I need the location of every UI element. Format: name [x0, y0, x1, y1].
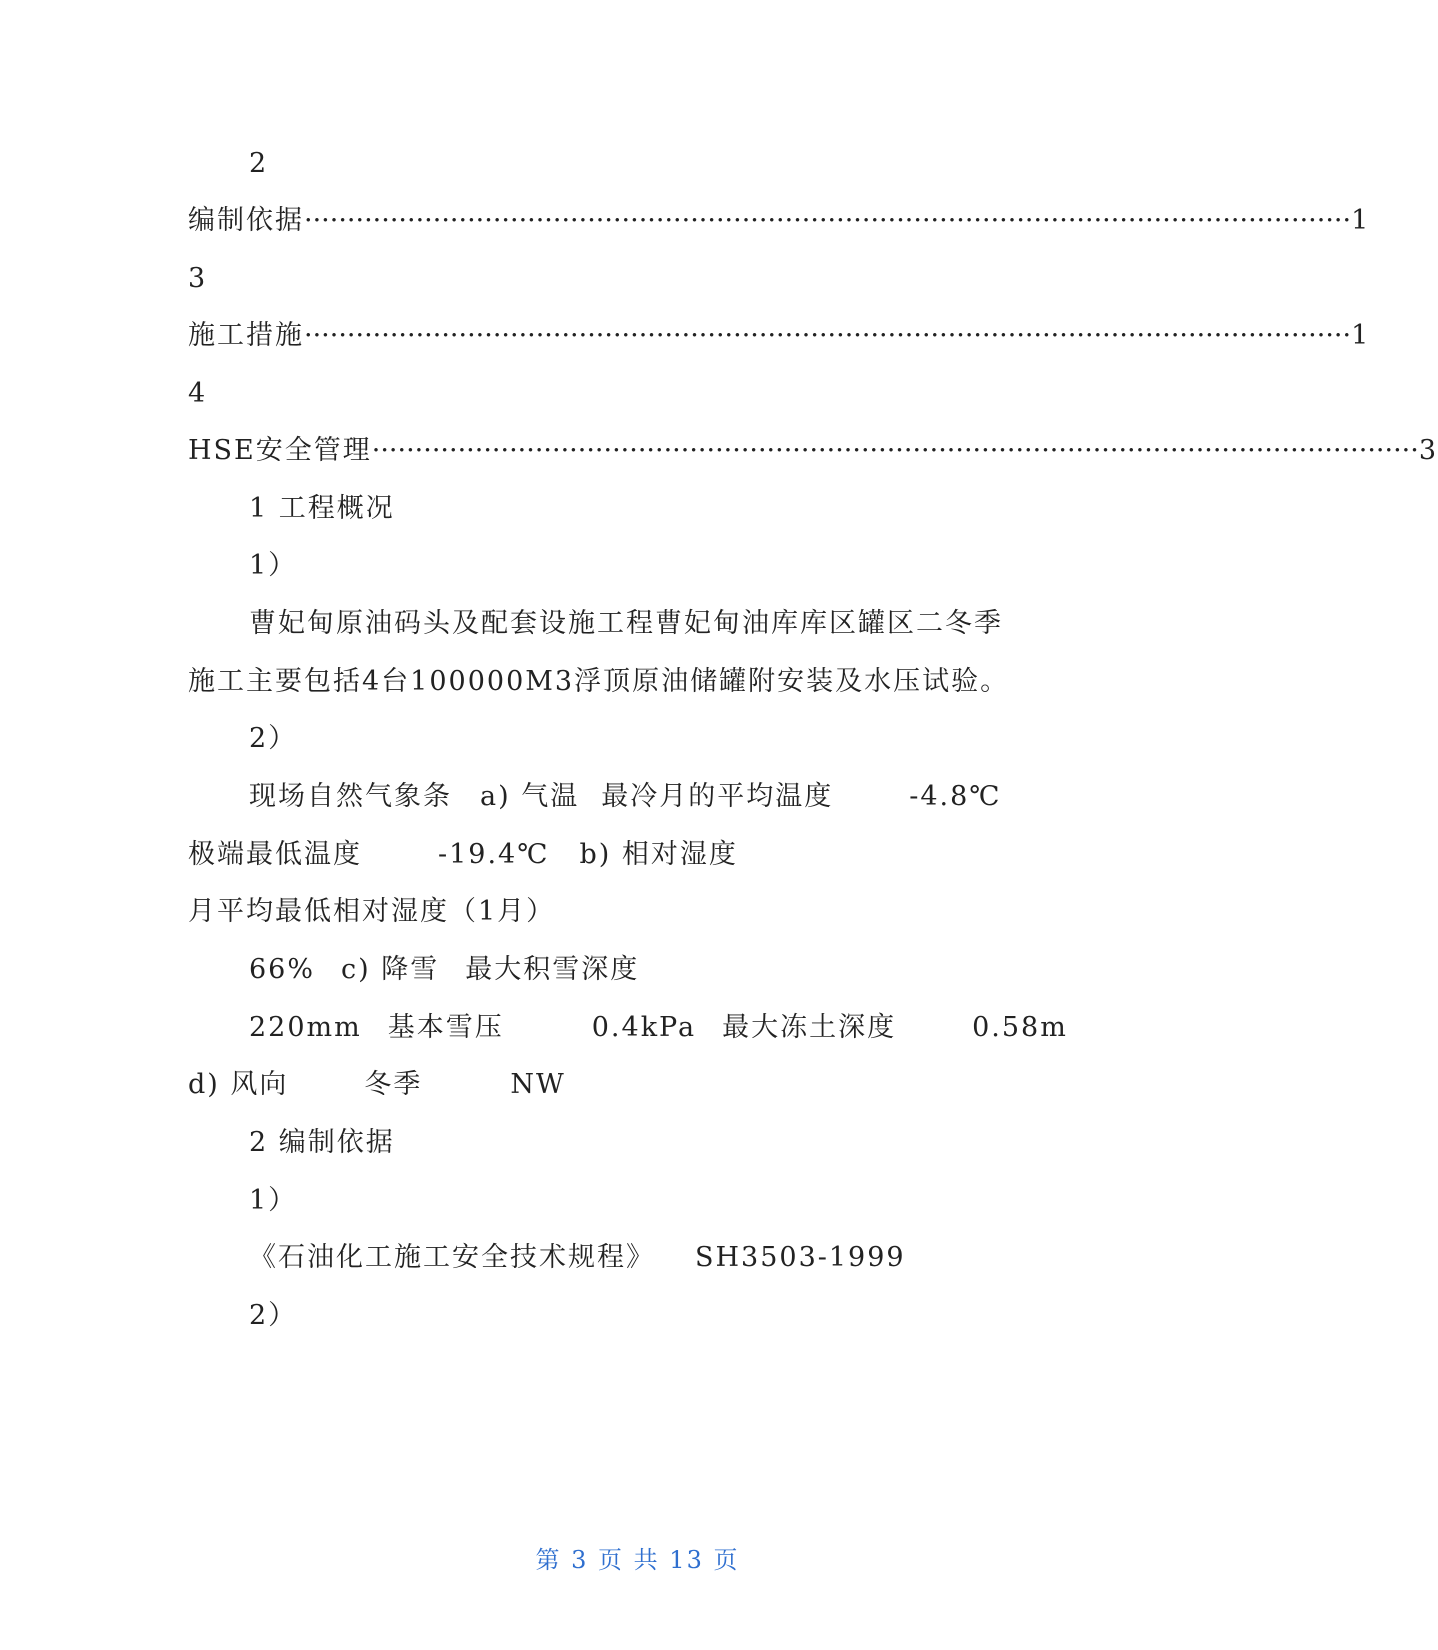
extreme-min-value: -19.4℃ [438, 839, 550, 870]
humidity-section-label: b) 相对湿度 [579, 839, 738, 870]
coldest-month-label: 最冷月的平均温度 [601, 781, 834, 812]
section-2-item-2-number: 2） [249, 1300, 298, 1331]
toc-number-2: 2 [249, 148, 269, 179]
frost-depth-value: 0.58m [972, 1012, 1068, 1043]
weather-line-5 [249, 1010, 1068, 1046]
reference-code: SH3503-1999 [695, 1242, 906, 1273]
reference-standard-line [249, 1240, 906, 1276]
snow-depth-label: 最大积雪深度 [465, 954, 640, 985]
toc-entry-3[interactable] [188, 318, 1371, 354]
toc-leader-dots: ·························································································································· [304, 320, 1352, 351]
weather-intro: 现场自然气象条 [249, 781, 452, 812]
section-1-item-2-number: 2） [249, 723, 298, 754]
toc-number-3: 3 [188, 263, 208, 294]
humidity-value: 66% [249, 954, 316, 985]
toc-leader-dots: ·························································································································· [304, 205, 1352, 236]
section-2-heading: 2 编制依据 [249, 1127, 395, 1158]
temperature-label: a) 气温 [480, 781, 580, 812]
weather-line-6 [188, 1067, 566, 1103]
wind-label: d) 风向 [188, 1069, 289, 1100]
weather-line-1 [249, 779, 1001, 815]
wind-season: 冬季 [364, 1069, 423, 1100]
weather-line-4 [249, 952, 639, 988]
snow-depth-value: 220mm [249, 1012, 362, 1043]
toc-label: 编制依据 [188, 205, 304, 236]
wind-value: NW [510, 1069, 566, 1100]
snow-pressure-value: 0.4kPa [591, 1012, 697, 1043]
weather-line-2 [188, 837, 738, 873]
section-2-item-1-number: 1） [249, 1185, 298, 1216]
humidity-label: 月平均最低相对湿度（1月） [188, 896, 556, 927]
project-description-line-1: 曹妃甸原油码头及配套设施工程曹妃甸油库库区罐区二冬季 [249, 608, 1003, 639]
frost-depth-label: 最大冻土深度 [722, 1012, 897, 1043]
coldest-month-value: -4.8℃ [909, 781, 1002, 812]
toc-label: 施工措施 [188, 320, 304, 351]
toc-page-number: 1 [1351, 320, 1371, 351]
toc-entry-4[interactable] [188, 433, 1438, 469]
reference-title: 《石油化工施工安全技术规程》 [249, 1242, 655, 1273]
snowfall-label: c) 降雪 [341, 954, 440, 985]
extreme-min-label: 极端最低温度 [188, 839, 362, 870]
toc-label: HSE安全管理 [188, 435, 372, 466]
project-description-line-2: 施工主要包括4台100000M3浮顶原油储罐附安装及水压试验。 [188, 666, 1010, 697]
toc-leader-dots: ·························································································································· [371, 435, 1419, 466]
toc-number-4: 4 [188, 378, 208, 409]
toc-page-number: 3 [1418, 435, 1438, 466]
page-footer: 第 3 页 共 13 页 [535, 1546, 740, 1574]
toc-entry-2[interactable] [188, 203, 1371, 239]
toc-page-number: 1 [1351, 205, 1371, 236]
snow-pressure-label: 基本雪压 [387, 1012, 504, 1043]
section-1-item-1-number: 1） [249, 550, 298, 581]
section-1-heading: 1 工程概况 [249, 493, 395, 524]
